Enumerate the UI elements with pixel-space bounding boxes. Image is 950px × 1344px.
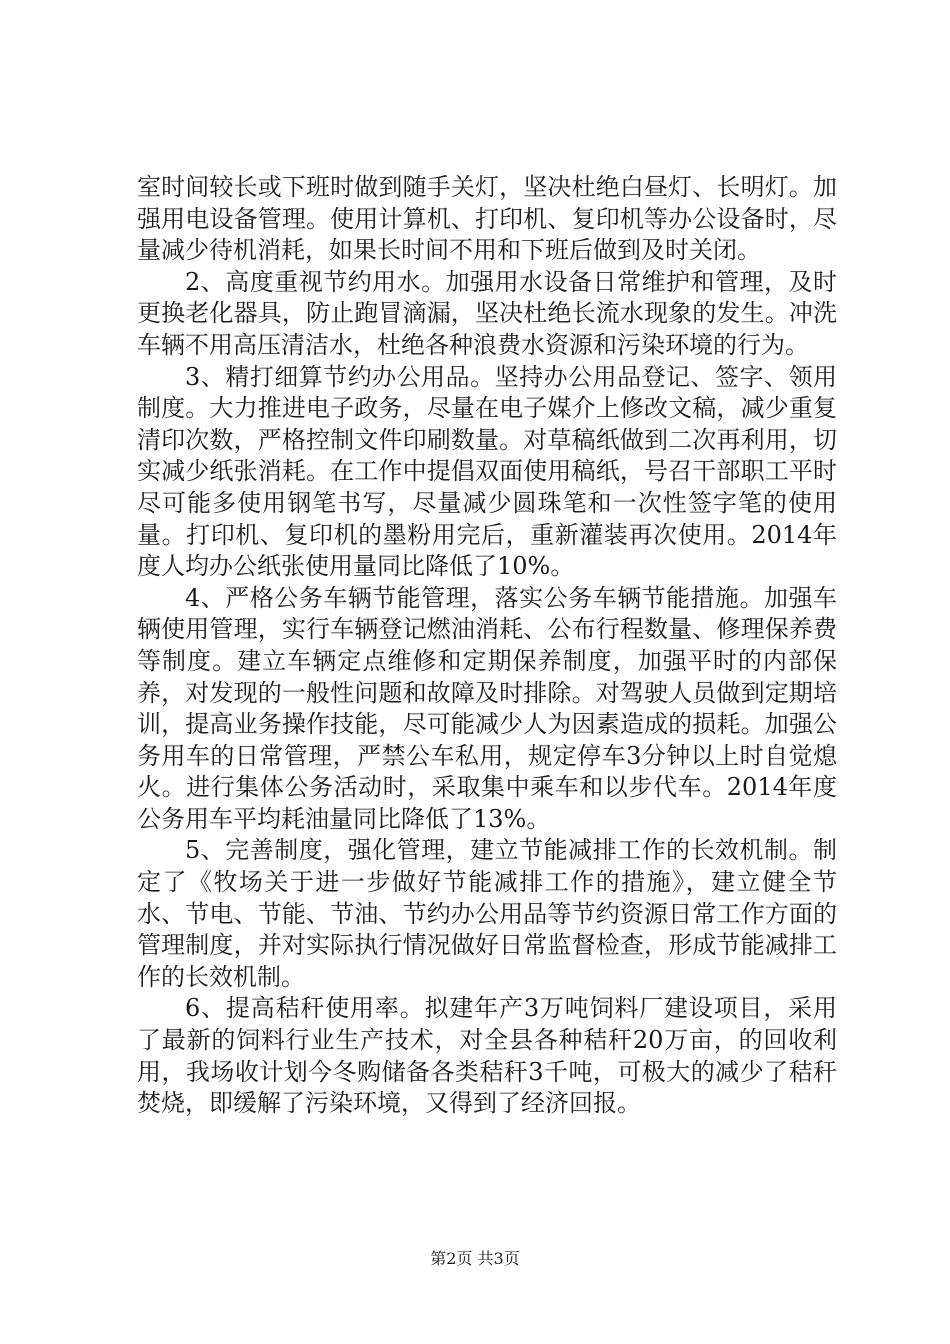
paragraph-vehicle-management: 4、严格公务车辆节能管理，落实公务车辆节能措施。加强车辆使用管理，实行车辆登记燃油消耗、公布行程数量、修理保养费等制度。建立车辆定点维修和定期保养制度，加强平时的内部保养，对发现的一般性问题和故障及时排除。对驾驶人员做到定期培训，提高业务操作技能，尽可能减少人为因素造成的损耗。加强公务用车的日常管理，严禁公车私用，规定停车3分钟以上时自觉熄火。进行集体公务活动时，采取集中乘车和以步代车。2014年度公务用车平均耗油量同比降低了13%。 — [137, 583, 837, 833]
document-body — [137, 172, 837, 1120]
paragraph-water-saving: 2、高度重视节约用水。加强用水设备日常维护和管理，及时更换老化器具，防止跑冒滴漏，坚决杜绝长流水现象的发生。冲洗车辆不用高压清洁水，杜绝各种浪费水资源和污染环境的行为。 — [137, 267, 837, 359]
paragraph-system-mechanism: 5、完善制度，强化管理，建立节能减排工作的长效机制。制定了《牧场关于进一步做好节能减排工作的措施》，建立健全节水、节电、节能、节油、节约办公用品等节约资源日常工作方面的管理制度，并对实际执行情况做好日常监督检查，形成节能减排工作的长效机制。 — [137, 836, 837, 991]
page-number-footer: 第2页 共3页 — [430, 1249, 520, 1268]
paragraph-continued: 室时间较长或下班时做到随手关灯，坚决杜绝白昼灯、长明灯。加强用电设备管理。使用计算机、打印机、复印机等办公设备时，尽量减少待机消耗，如果长时间不用和下班后做到及时关闭。 — [137, 173, 837, 265]
paragraph-office-supplies: 3、精打细算节约办公用品。坚持办公用品登记、签字、领用制度。大力推进电子政务，尽量在电子媒介上修改文稿，减少重复清印次数，严格控制文件印刷数量。对草稿纸做到二次再利用，切实减少纸张消耗。在工作中提倡双面使用稿纸，号召干部职工平时尽可能多使用钢笔书写，尽量减少圆珠笔和一次性签字笔的使用量。打印机、复印机的墨粉用完后，重新灌装再次使用。2014年度人均办公纸张使用量同比降低了10%。 — [137, 362, 837, 581]
paragraph-straw-utilization: 6、提高秸秆使用率。拟建年产3万吨饲料厂建设项目，采用了最新的饲料行业生产技术，对全县各种秸秆20万亩，的回收利用，我场收计划今冬购储备各类秸秆3千吨，可极大的减少了秸秆焚烧，即缓解了污染环境，又得到了经济回报。 — [137, 994, 837, 1118]
